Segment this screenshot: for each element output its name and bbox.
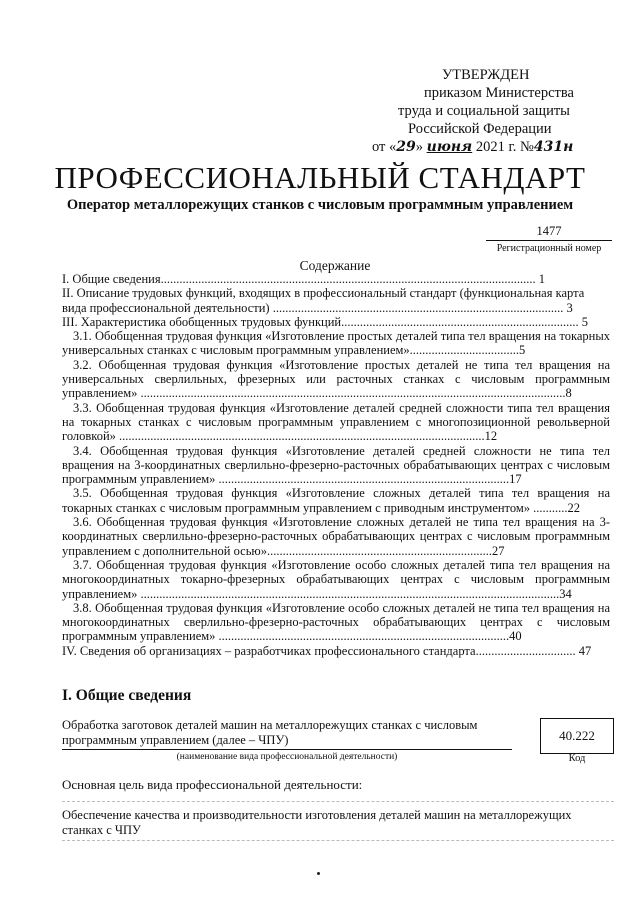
date-year: 2021 г. №: [472, 139, 534, 155]
goal-bottom-line: [62, 840, 614, 841]
code-label: Код: [568, 753, 586, 764]
approval-block: [372, 66, 622, 156]
approval-line: УТВЕРЖДЕН: [442, 67, 530, 83]
toc-entry[interactable]: 3.5. Обобщенная трудовая функция «Изготовление сложных деталей типа тел вращения на токарных станках с числовым программным управлением с приводным инструментом» ...........22: [62, 486, 610, 515]
toc-entry[interactable]: 3.7. Обобщенная трудовая функция «Изготовление особо сложных деталей типа тел вращения на многокоординатных токарно-фрезерных обрабатывающих центрах с числовым программным управлением» ......................................................................................................................................34: [62, 557, 610, 601]
toc-entry[interactable]: 3.2. Обобщенная трудовая функция «Изготовление простых деталей не типа тел вращения на универсальных сверлильных, фрезерных или расточных станках с числовым программным управлением» ........................................................................................................................................8: [62, 357, 610, 401]
registration-number: 1477: [486, 222, 612, 241]
handwritten-month: июня: [426, 139, 473, 155]
goal-text: Обеспечение качества и производительности изготовления деталей машин на металлорежущих станках с ЧПУ: [62, 808, 572, 837]
approval-line: приказом Министерства: [424, 85, 574, 101]
date-prefix: от «: [372, 139, 397, 155]
toc-entry[interactable]: IV. Сведения об организациях – разработчиках профессионального стандарта................................ 47: [62, 643, 592, 658]
activity-caption: (наименование вида профессиональной деятельности): [176, 752, 398, 762]
activity-kind: Обработка заготовок деталей машин на металлорежущих станках с числовым программным управлением (далее – ЧПУ): [62, 718, 478, 747]
goal-label: Основная цель вида профессиональной деятельности:: [62, 777, 363, 792]
table-of-contents: [62, 272, 610, 658]
toc-entry[interactable]: 3.4. Обобщенная трудовая функция «Изготовление деталей средней сложности не типа тел вращения на 3-координатных сверлильно-фрезерно-расточных обрабатывающих центрах с числовым программным управлением» .............................................................................................17: [62, 443, 610, 487]
toc-entry[interactable]: 3.8. Обобщенная трудовая функция «Изготовление особо сложных деталей не типа тел вращения на многокоординатных сверлильно-фрезерно-расточных обрабатывающих центрах с числовым программным управлением» .............................................................................................40: [62, 600, 610, 644]
handwritten-day: 29: [396, 139, 416, 155]
approval-line: Российской Федерации: [408, 121, 552, 137]
approval-line: труда и социальной защиты: [398, 103, 570, 119]
document-title: ПРОФЕССИОНАЛЬНЫЙ СТАНДАРТ: [54, 160, 586, 195]
goal-top-line: [62, 801, 614, 802]
registration-label: Регистрационный номер: [496, 243, 602, 254]
toc-title: Содержание: [299, 258, 371, 273]
page-dot: [317, 872, 320, 875]
toc-entry[interactable]: II. Описание трудовых функций, входящих в профессиональный стандарт (функциональная карта вида профессиональной деятельности) ............................................................................................. 3: [62, 286, 585, 315]
toc-entry[interactable]: I. Общие сведения........................................................................................................................ 1: [62, 272, 545, 286]
section-heading: I. Общие сведения: [62, 687, 192, 704]
toc-entry[interactable]: 3.6. Обобщенная трудовая функция «Изготовление сложных деталей не типа тел вращения на 3-координатных сверлильно-фрезерно-расточных обрабатывающих центрах с числовым программным управлением с дополнительной осью»........................................................................27: [62, 515, 610, 558]
toc-entry[interactable]: 3.3. Обобщенная трудовая функция «Изготовление деталей средней сложности типа тел вращения на токарных станках с числовым программным управлением с многопозиционной револьверной головкой» .....................................................................................................................12: [62, 400, 610, 444]
handwritten-number: 431н: [533, 139, 574, 155]
activity-code: 40.222: [540, 718, 614, 754]
document-subtitle: Оператор металлорежущих станков с числовым программным управлением: [66, 197, 574, 213]
activity-underline: [62, 749, 512, 750]
toc-entry[interactable]: III. Характеристика обобщенных трудовых функций............................................................................ 5: [62, 314, 588, 329]
approval-date-line: [372, 138, 622, 156]
toc-entry[interactable]: 3.1. Обобщенная трудовая функция «Изготовление простых деталей типа тел вращения на токарных универсальных станках с числовым программным управлением»...................................5: [62, 329, 610, 358]
date-mid: »: [415, 139, 427, 155]
